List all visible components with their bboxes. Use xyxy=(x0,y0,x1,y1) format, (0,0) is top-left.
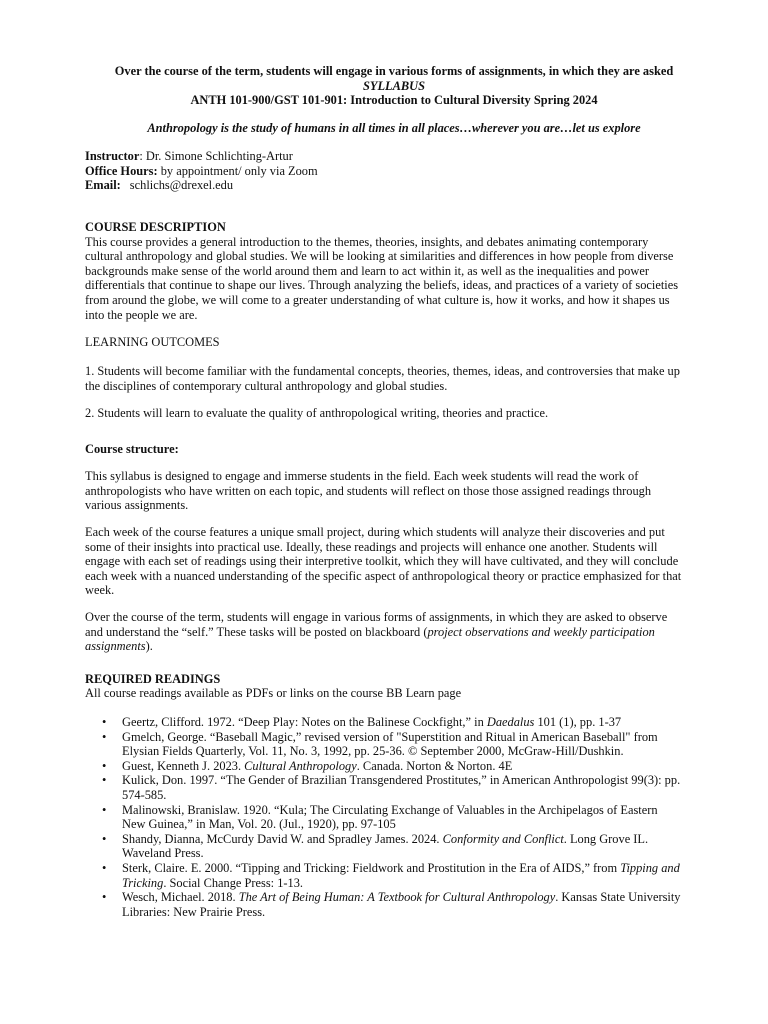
course-structure-heading: Course structure: xyxy=(85,442,179,456)
reading-list xyxy=(102,715,682,919)
bullet: • xyxy=(102,860,107,875)
bullet: • xyxy=(102,715,107,729)
tagline: Anthropology is the study of humans in all times in all places…wherever you are…let us explore xyxy=(147,121,641,135)
course-description-heading: COURSE DESCRIPTION xyxy=(85,220,226,234)
p3-end: ). xyxy=(145,639,153,654)
reading-item: • Kulick, Don. 1997. “The Gender of Brazilian Transgendered Prostitutes,” in American Anthropologist 99(3): pp. 574-585. xyxy=(102,773,681,802)
email-row xyxy=(85,178,318,193)
email-value: schlichs@drexel.edu xyxy=(129,178,234,193)
bullet: • xyxy=(102,831,107,846)
office-hours-label: Office Hours: xyxy=(85,163,158,178)
bullet: • xyxy=(102,773,107,788)
reading-item: • Sterk, Claire. E. 2000. “Tipping and Tricking: Fieldwork and Prostitution in the Era of AIDS,” from Tipping and Tricking. Social Change Press: 1-13. xyxy=(102,860,680,890)
instructor-label: Instructor xyxy=(85,149,140,163)
bullet: • xyxy=(102,802,107,817)
course-title: ANTH 101-900/GST 101-901: Introduction to Cultural Diversity Spring 2024 xyxy=(190,93,598,108)
document-header xyxy=(80,64,708,108)
reading-item: • Geertz, Clifford. 1972. “Deep Play: Notes on the Balinese Cockfight,” in Daedalus 101 (1), pp. 1-37 xyxy=(102,715,622,729)
required-readings-heading: REQUIRED READINGS xyxy=(85,672,221,686)
bullet: • xyxy=(102,729,107,744)
office-hours-row xyxy=(85,164,318,179)
instructor-value: : Dr. Simone Schlichting-Artur xyxy=(139,149,293,163)
header-line-1: Over the course of the term, students will engage in various forms of assignments, in which they are asked xyxy=(114,64,674,78)
reading-item: • Wesch, Michael. 2018. The Art of Being Human: A Textbook for Cultural Anthropology. Kansas State University Libraries: New Prairie Press. xyxy=(102,890,681,919)
reading-item: • Gmelch, George. “Baseball Magic,” revised version of "Superstition and Ritual in American Baseball" from Elysian Fields Quarterly, Vol. 11, No. 3, 1992, pp. 25-36. © September 2000, McGraw-Hill/Dushkin. xyxy=(102,729,658,759)
syllabus-label: SYLLABUS xyxy=(363,78,425,93)
office-hours-value: by appointment/ only via Zoom xyxy=(157,163,318,178)
learning-outcomes-heading: LEARNING OUTCOMES xyxy=(85,335,220,349)
reading-item: • Shandy, Dianna, McCurdy David W. and Spradley James. 2024. Conformity and Conflict. Long Grove IL. Waveland Press. xyxy=(102,831,649,861)
learning-outcome-2: 2. Students will learn to evaluate the quality of anthropological writing, theories and practice. xyxy=(85,406,549,420)
bullet: • xyxy=(102,758,107,773)
course-structure-paragraph-2: Each week of the course features a unique small project, during which students will analyze their discoveries and put some of their insights into practical use. Ideally, these readings and projects will enhance one another. Students will engage with each set of readings using their interpretive toolkit, which they will have cultivated, and they will conclude each week with a nuanced understanding of the specific aspect of anthropological theory or practice emphasized for that week. xyxy=(85,525,682,598)
course-structure-paragraph-1: This syllabus is designed to engage and immerse students in the field. Each week students will read the work of anthropologists who have written on each topic, and students will reflect on those those assigned readings through various assignments. xyxy=(85,469,652,513)
bullet: • xyxy=(102,890,107,905)
course-structure-paragraph-3 xyxy=(85,610,685,654)
reading-item: • Malinowski, Branislaw. 1920. “Kula; The Circulating Exchange of Valuables in the Archipelagos of Eastern New Guinea,” in Man, Vol. 20. (Jul., 1920), pp. 97-105 xyxy=(102,802,658,832)
contact-block xyxy=(85,149,318,193)
required-readings-intro: All course readings available as PDFs or links on the course BB Learn page xyxy=(85,686,462,700)
p3-italic: project observations and weekly participation assignments xyxy=(85,624,655,654)
course-description-section xyxy=(85,220,685,322)
p3-main: Over the course of the term, students will engage in various forms of assignments, in which they are asked to observe and understand the “self.” These tasks will be posted on blackboard ( xyxy=(85,610,668,639)
email-label: Email: xyxy=(85,178,121,193)
course-description-body: This course provides a general introduction to the themes, theories, insights, and debates animating contemporary cultural anthropology and global studies. We will be looking at similarities and differences in how people from diverse backgrounds make sense of the world around them and learn to act within it, as well as the inequalities and power differentials that continue to shape our lives. Through analyzing the beliefs, ideas, and practices of a variety of societies from around the globe, we will come to a greater understanding of what culture is, how it works, and how it shapes us into the people we are. xyxy=(85,234,679,322)
instructor-row xyxy=(85,149,318,164)
reading-item: • Guest, Kenneth J. 2023. Cultural Anthropology. Canada. Norton & Norton. 4E xyxy=(102,758,513,773)
learning-outcome-1: 1. Students will become familiar with the fundamental concepts, theories, themes, ideas, and controversies that make up the disciplines of contemporary cultural anthropology and global studies. xyxy=(85,364,680,393)
